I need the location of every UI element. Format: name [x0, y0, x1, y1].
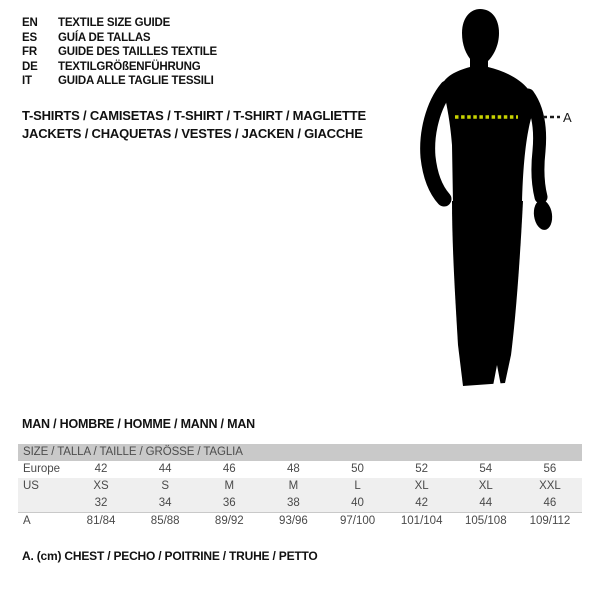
- table-row-us: [18, 478, 582, 495]
- table-cell: M: [288, 480, 299, 492]
- table-cell: 85/88: [150, 515, 180, 527]
- product-line-jackets: JACKETS / CHAQUETAS / VESTES / JACKEN / GIACCHE: [22, 126, 363, 141]
- language-label: GUIDE DES TAILLES TEXTILE: [58, 46, 217, 59]
- table-cell: 32: [94, 497, 108, 509]
- row-label: A: [23, 515, 31, 527]
- language-label: GUIDA ALLE TAGLIE TESSILI: [58, 75, 214, 88]
- table-cell: XS: [93, 480, 109, 492]
- language-label: GUÍA DE TALLAS: [58, 31, 151, 44]
- language-code: EN: [22, 17, 38, 29]
- table-row-chest: [18, 512, 582, 530]
- silhouette-right-hand: [532, 199, 554, 231]
- row-label: [18, 495, 69, 512]
- language-row-fr: [22, 45, 217, 60]
- table-cell: XL: [478, 480, 493, 492]
- man-silhouette: [400, 5, 580, 390]
- chest-footnote: A. (cm) CHEST / PECHO / POITRINE / TRUHE / PETTO: [22, 549, 318, 563]
- table-cell: 48: [287, 463, 300, 475]
- table-cell: XXL: [539, 480, 561, 492]
- language-row-en: [22, 16, 217, 31]
- table-cell: 46: [222, 463, 236, 475]
- table-row-us-numeric: [18, 495, 582, 512]
- table-cell: 34: [158, 497, 172, 509]
- language-label: TEXTILGRÖßENFÜHRUNG: [58, 60, 201, 73]
- row-label: Europe: [23, 463, 61, 475]
- table-cell: 44: [158, 463, 172, 475]
- table-cell: 56: [543, 463, 557, 475]
- table-cell: 50: [351, 463, 364, 475]
- silhouette-legs: [452, 201, 523, 386]
- language-list: [22, 16, 217, 89]
- table-cell: S: [161, 480, 170, 492]
- silhouette-left-arm: [428, 88, 447, 199]
- table-cell: 81/84: [86, 515, 116, 527]
- language-code: DE: [22, 60, 38, 73]
- table-cell: 36: [222, 497, 236, 509]
- table-cell: 105/108: [465, 515, 507, 527]
- product-line-tshirts: T-SHIRTS / CAMISETAS / T-SHIRT / T-SHIRT / MAGLIETTE: [22, 108, 366, 123]
- table-cell: 93/96: [279, 515, 308, 527]
- table-cell: 44: [479, 497, 493, 509]
- man-silhouette-figure: [400, 5, 580, 390]
- language-label: TEXTILE SIZE GUIDE: [58, 17, 171, 29]
- size-table: [18, 444, 582, 530]
- chest-measure-label: A: [563, 110, 572, 125]
- language-code: FR: [22, 46, 37, 59]
- table-row-europe: [18, 461, 582, 478]
- section-title-man: MAN / HOMBRE / HOMME / MANN / MAN: [22, 417, 255, 431]
- table-cell: 89/92: [214, 515, 244, 527]
- table-cell: 97/100: [339, 515, 376, 527]
- table-cell: 54: [479, 463, 493, 475]
- table-cell: XL: [414, 480, 429, 492]
- silhouette-right-arm: [528, 95, 541, 197]
- table-cell: 109/112: [529, 515, 571, 527]
- table-cell: 46: [543, 497, 557, 509]
- silhouette-torso: [442, 55, 533, 203]
- table-cell: L: [354, 480, 361, 492]
- language-row-it: [22, 74, 217, 89]
- table-cell: 40: [351, 497, 364, 509]
- table-cell: 42: [94, 463, 108, 475]
- table-cell: 38: [287, 497, 300, 509]
- product-types: [22, 107, 366, 143]
- language-row-es: [22, 31, 217, 46]
- language-code: ES: [22, 31, 37, 44]
- language-row-de: [22, 60, 217, 75]
- row-label: US: [23, 480, 39, 492]
- table-cell: 52: [415, 463, 429, 475]
- table-cell: 101/104: [400, 515, 443, 527]
- table-cell: M: [224, 480, 235, 492]
- language-code: IT: [22, 75, 32, 88]
- silhouette-head: [462, 9, 499, 61]
- size-table-header: SIZE / TALLA / TAILLE / GRÖSSE / TAGLIA: [18, 444, 582, 461]
- table-cell: 42: [415, 497, 429, 509]
